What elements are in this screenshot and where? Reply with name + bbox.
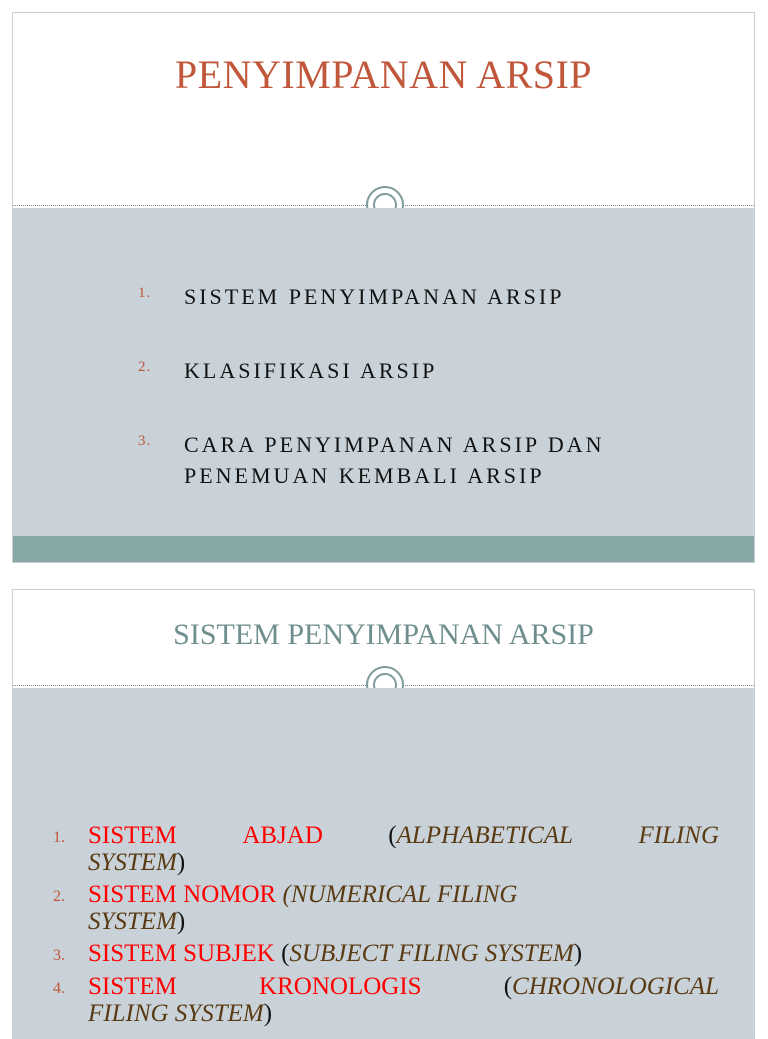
- text-italic: NUMERICAL FILING: [290, 881, 518, 908]
- text-red: SISTEM NOMOR: [88, 881, 277, 908]
- slide-2-title: SISTEM PENYIMPANAN ARSIP: [173, 618, 594, 651]
- text-italic: SYSTEM: [88, 908, 177, 935]
- list-text-line-1: CARA PENYIMPANAN ARSIP DAN: [184, 432, 605, 457]
- text-italic: FILING SYSTEM: [88, 1000, 264, 1027]
- close-paren: ): [573, 940, 583, 967]
- text-paren: [388, 822, 573, 849]
- open-paren: (: [274, 940, 290, 967]
- list-text: [88, 940, 719, 967]
- slide-1-footer-band: [13, 536, 754, 563]
- slide-2-body: [13, 688, 754, 1039]
- list-text: [88, 881, 719, 935]
- slide-1-title: PENYIMPANAN ARSIP: [174, 52, 593, 97]
- text-italic: SYSTEM: [88, 849, 177, 876]
- text-red: KRONOLOGIS: [259, 973, 422, 1000]
- open-paren: (: [503, 973, 513, 1000]
- close-paren: ): [176, 849, 186, 876]
- slide-2: [12, 589, 755, 1039]
- text-italic: CHRONOLOGICAL: [512, 973, 719, 1000]
- list-text-line-2: PENEMUAN KEMBALI ARSIP: [184, 463, 545, 488]
- text-italic: SUBJECT FILING SYSTEM: [289, 940, 574, 967]
- list-text: KLASIFIKASI ARSIP: [184, 358, 438, 383]
- list-number: 2.: [138, 359, 152, 375]
- close-paren: ): [176, 908, 186, 935]
- close-paren: ): [263, 1000, 273, 1027]
- text-red: SISTEM: [88, 973, 177, 1000]
- text-red: ABJAD: [242, 822, 323, 849]
- text-paren: [504, 973, 719, 1000]
- list-number: 3.: [53, 947, 65, 964]
- list-text: [88, 822, 719, 876]
- text-red: SISTEM: [88, 822, 177, 849]
- open-paren: (: [388, 822, 397, 849]
- list-text: [184, 429, 704, 491]
- open-paren: (: [282, 881, 291, 908]
- list-number: 4.: [53, 980, 65, 997]
- list-number: 1.: [53, 829, 65, 846]
- text-italic: ALPHABETICAL: [396, 822, 574, 849]
- list-number: 3.: [138, 433, 152, 449]
- slide-1: [12, 12, 755, 563]
- text-red: SISTEM SUBJEK: [88, 940, 275, 967]
- slide-1-body: [13, 208, 754, 536]
- list-number: 1.: [138, 285, 152, 301]
- text-italic: FILING: [638, 822, 719, 849]
- list-text: SISTEM PENYIMPANAN ARSIP: [184, 284, 565, 309]
- list-number: 2.: [53, 888, 65, 905]
- slide-1-title-area: [13, 13, 754, 205]
- list-text: [88, 973, 719, 1027]
